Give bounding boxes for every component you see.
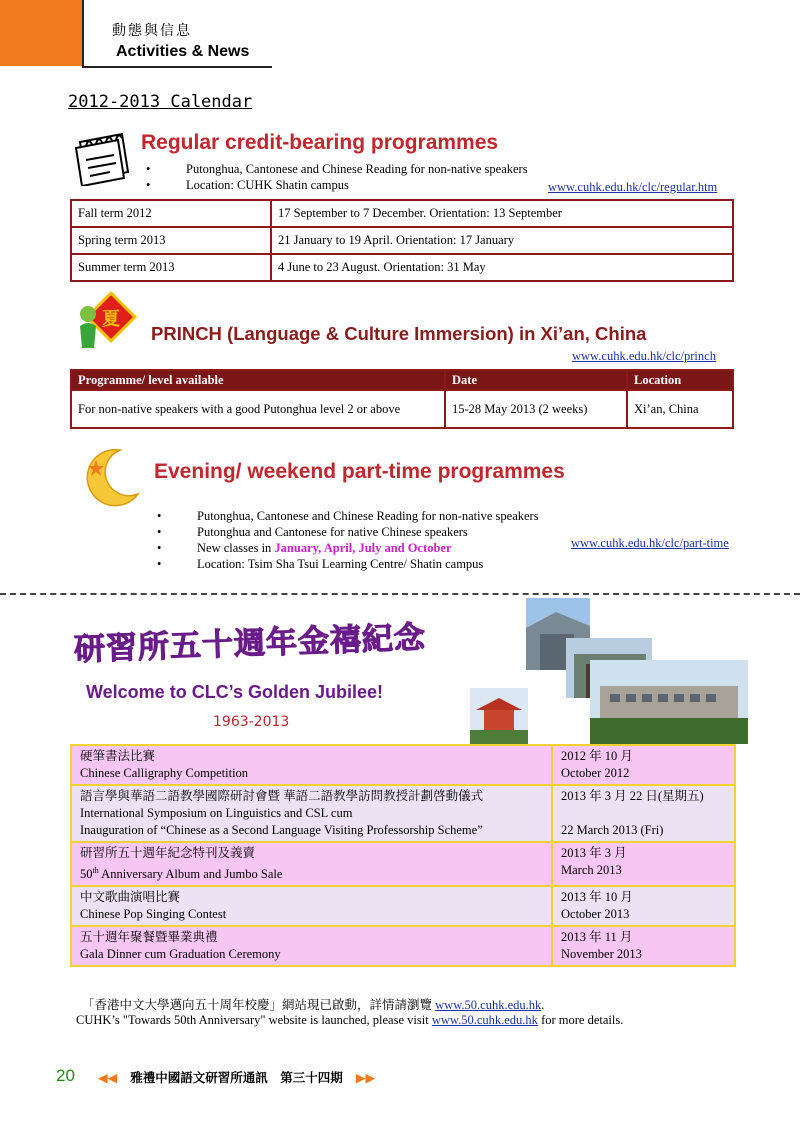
notice-en-link[interactable]: www.50.cuhk.edu.hk xyxy=(431,1013,538,1027)
jubilee-events-table xyxy=(70,744,736,967)
event-date-en: March 2013 xyxy=(561,863,622,877)
event-date-cell xyxy=(552,842,735,886)
jubilee-chinese-title: 研習所五十週年金禧紀念 xyxy=(73,619,427,668)
header-orange-block xyxy=(0,0,82,66)
event-date-cell xyxy=(552,926,735,966)
level-cell: For non-native speakers with a good Putonghua level 2 or above xyxy=(71,390,445,428)
back-arrows-icon: ◀◀ xyxy=(98,1070,118,1085)
event-cell xyxy=(71,785,552,842)
event-zh: 研習所五十週年紀念特刊及義賣 xyxy=(80,846,256,860)
part-time-link[interactable]: www.cuhk.edu.hk/clc/part-time xyxy=(571,536,729,550)
evening-programmes-title: Evening/ weekend part-time programmes xyxy=(154,460,565,483)
event-date-en: October 2013 xyxy=(561,907,630,922)
event-en: Gala Dinner cum Graduation Ceremony xyxy=(80,947,281,962)
forward-arrows-icon: ▶▶ xyxy=(355,1070,376,1085)
princh-title: PRINCH (Language & Culture Immersion) in Xi’an, China xyxy=(151,323,647,344)
event-zh: 語言學與華語二語教學國際研討會暨 華語二語教學訪問教授計劃啓動儀式 xyxy=(80,789,484,803)
column-header: Date xyxy=(445,370,627,390)
list-item: • Putonghua, Cantonese and Chinese Reading for non-native speakers xyxy=(146,161,528,177)
princh-link[interactable]: www.cuhk.edu.hk/clc/princh xyxy=(572,349,716,363)
calendar-title: 2012-2013 Calendar xyxy=(68,92,253,112)
regular-programmes-title: Regular credit-bearing programmes xyxy=(141,131,499,154)
jubilee-years: 1963-2013 xyxy=(213,714,290,730)
regular-bullets xyxy=(146,161,528,193)
event-en-2: Inauguration of “Chinese as a Second Language Visiting Professorship Scheme” xyxy=(80,823,483,837)
summer-character-icon xyxy=(74,292,144,354)
event-cell xyxy=(71,745,552,785)
header-chinese-title: 動態與信息 xyxy=(112,23,192,39)
event-en-sup: th xyxy=(92,866,99,875)
event-zh: 硬筆書法比賽 xyxy=(80,749,156,763)
notice-en-post: for more details. xyxy=(541,1013,624,1027)
event-date-zh: 2013 年 10 月 xyxy=(561,890,633,905)
header-divider xyxy=(82,66,272,68)
table-row xyxy=(71,785,735,842)
jubilee-english-title: Welcome to CLC’s Golden Jubilee! xyxy=(86,682,384,702)
event-date-en: October 2012 xyxy=(561,766,630,780)
dates-cell: 21 January to 19 April. Orientation: 17 January xyxy=(271,227,733,254)
new-classes-months: January, April, July and October xyxy=(274,541,452,555)
table-row xyxy=(71,886,735,926)
term-cell: Spring term 2013 xyxy=(71,227,271,254)
event-date-cell xyxy=(552,745,735,785)
table-header-row xyxy=(71,370,733,390)
event-date-en: November 2013 xyxy=(561,947,642,962)
section-divider xyxy=(0,593,800,595)
new-classes-prefix: New classes in xyxy=(197,541,275,555)
svg-text:夏: 夏 xyxy=(102,309,120,330)
moon-star-icon xyxy=(84,446,142,508)
event-cell xyxy=(71,842,552,886)
evening-bullets xyxy=(157,508,539,572)
notepad-icon xyxy=(70,128,134,186)
date-cell: 15-28 May 2013 (2 weeks) xyxy=(445,390,627,428)
list-item: • Location: CUHK Shatin campus xyxy=(146,177,528,193)
event-cell xyxy=(71,926,552,966)
event-en: Chinese Pop Singing Contest xyxy=(80,907,227,922)
event-en: International Symposium on Linguistics and CSL cum xyxy=(80,806,353,820)
regular-link[interactable]: www.cuhk.edu.hk/clc/regular.htm xyxy=(548,180,718,194)
event-date-zh: 2013 年 11 月 xyxy=(561,930,633,945)
column-header: Programme/ level available xyxy=(71,370,445,390)
notice-chinese: 「香港中文大學邁向五十周年校慶」網站現已啟動，詳情請瀏覽 www.50.cuhk.edu.hk. xyxy=(82,998,545,1012)
event-cell xyxy=(71,886,552,926)
table-row xyxy=(71,745,735,785)
event-date-cell xyxy=(552,785,735,842)
princh-table xyxy=(70,369,734,429)
location-cell: Xi’an, China xyxy=(627,390,733,428)
campus-photo-collage xyxy=(470,598,748,746)
notice-en-text: CUHK’s "Towards 50th Anniversary" website is launched, please visit xyxy=(76,1013,429,1027)
dates-cell: 17 September to 7 December. Orientation: 13 September xyxy=(271,200,733,227)
header-english-title: Activities & News xyxy=(116,43,250,60)
table-row xyxy=(71,390,733,428)
page-number: 20 xyxy=(56,1066,75,1085)
column-header: Location xyxy=(627,370,733,390)
event-date-zh: 2013 年 3 月 xyxy=(561,846,627,860)
regular-terms-table xyxy=(70,199,734,282)
table-row xyxy=(71,200,733,227)
event-zh: 五十週年聚餐暨畢業典禮 xyxy=(80,930,218,945)
table-row xyxy=(71,842,735,886)
header-divider-vertical xyxy=(82,0,84,68)
event-en: Chinese Calligraphy Competition xyxy=(80,766,249,780)
event-en: Anniversary Album and Jumbo Sale xyxy=(98,867,283,882)
table-row xyxy=(71,227,733,254)
list-item: • Location: Tsim Sha Tsui Learning Centre/ Shatin campus xyxy=(157,556,539,572)
table-row xyxy=(71,254,733,281)
event-date-en: 22 March 2013 (Fri) xyxy=(561,823,664,837)
table-row xyxy=(71,926,735,966)
list-item: • Putonghua, Cantonese and Chinese Reading for non-native speakers xyxy=(157,508,539,524)
footer-text: 雅禮中國語文研習所通訊 第三十四期 xyxy=(130,1070,343,1085)
notice-zh-text: 「香港中文大學邁向五十周年校慶」網站現已啟動，詳情請瀏覽 xyxy=(82,998,433,1012)
event-date-zh: 2013 年 3 月 22 日(星期五) xyxy=(561,789,704,803)
dates-cell: 4 June to 23 August. Orientation: 31 May xyxy=(271,254,733,281)
list-item xyxy=(157,540,539,556)
term-cell: Summer term 2013 xyxy=(71,254,271,281)
event-zh: 中文歌曲演唱比賽 xyxy=(80,890,181,905)
list-item: • Putonghua and Cantonese for native Chinese speakers xyxy=(157,524,539,540)
event-en-number: 50 xyxy=(80,867,93,882)
notice-zh-link[interactable]: www.50.cuhk.edu.hk xyxy=(435,998,542,1012)
event-date-cell xyxy=(552,886,735,926)
term-cell: Fall term 2012 xyxy=(71,200,271,227)
footer-newsletter-title xyxy=(98,1068,375,1086)
notice-english xyxy=(76,1013,623,1028)
event-date-zh: 2012 年 10 月 xyxy=(561,749,633,763)
